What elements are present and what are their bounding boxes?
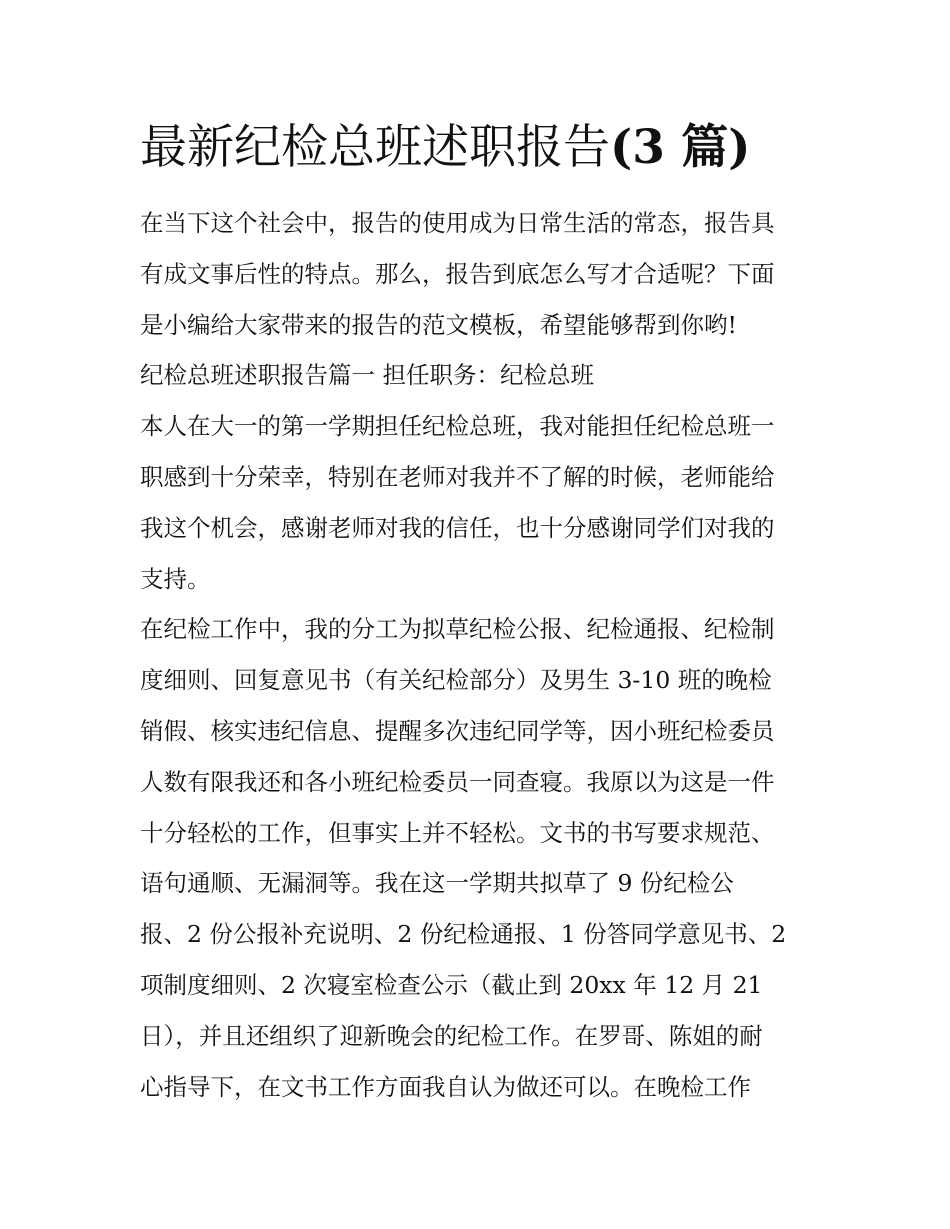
body-line: 项制度细则、2 次寝室检查公示（截止到 20xx 年 12 月 21	[140, 970, 763, 999]
body-line: 度细则、回复意见书（有关纪检部分）及男生 3-10 班的晚检	[140, 666, 772, 695]
body-line: 心指导下，在文书工作方面我自认为做还可以。在晚检工作	[140, 1072, 751, 1101]
body-line: 在当下这个社会中，报告的使用成为日常生活的常态，报告具	[140, 209, 775, 237]
body-line: 销假、核实违纪信息、提醒多次违纪同学等，因小班纪检委员	[140, 716, 775, 745]
body-line: 在纪检工作中，我的分工为拟草纪检公报、纪检通报、纪检制	[140, 615, 775, 644]
body-line: 语句通顺、无漏洞等。我在这一学期共拟草了 9 份纪检公	[140, 869, 734, 898]
page-title-count: (3 篇)	[610, 120, 751, 175]
body-line: 人数有限我还和各小班纪检委员一同查寝。我原以为这是一件	[140, 767, 775, 796]
body-line: 本人在大一的第一学期担任纪检总班，我对能担任纪检总班一	[140, 412, 775, 441]
page-title	[140, 118, 751, 178]
body-line: 职感到十分荣幸，特别在老师对我并不了解的时候，老师能给	[140, 462, 775, 491]
page-title-text: 最新纪检总班述职报告	[140, 120, 610, 175]
body-line: 十分轻松的工作，但事实上并不轻松。文书的书写要求规范、	[140, 818, 775, 847]
body-line: 报、2 份公报补充说明、2 份纪检通报、1 份答同学意见书、2	[140, 920, 787, 949]
body-line: 有成文事后性的特点。那么，报告到底怎么写才合适呢？下面	[140, 259, 775, 288]
body-line: 我这个机会，感谢老师对我的信任，也十分感谢同学们对我的	[140, 513, 775, 542]
body-line: 日），并且还组织了迎新晚会的纪检工作。在罗哥、陈姐的耐	[140, 1021, 763, 1050]
section-heading: 纪检总班述职报告篇一 担任职务：纪检总班	[140, 361, 594, 390]
body-line: 是小编给大家带来的报告的范文模板，希望能够帮到你哟!	[140, 310, 737, 339]
document-body	[140, 198, 830, 1112]
body-line: 支持。	[140, 564, 211, 593]
